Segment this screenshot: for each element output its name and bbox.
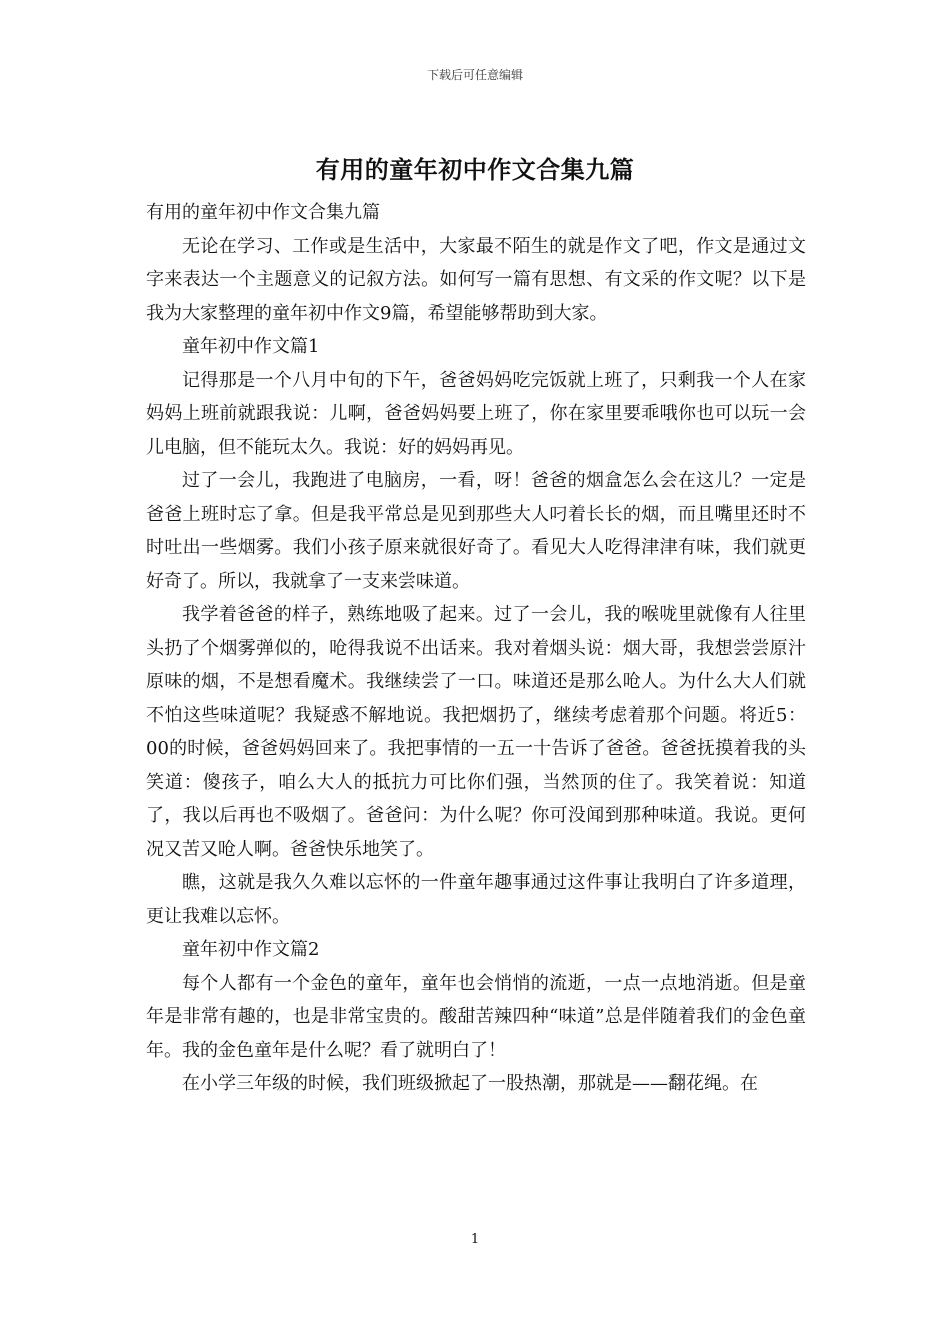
page-number: 1 [470,1232,480,1247]
document-body [146,196,806,1101]
subtitle-line: 有用的童年初中作文合集九篇 [146,202,380,223]
paragraph: 在小学三年级的时候，我们班级掀起了一股热潮，那就是——翻花绳。在 [182,1073,758,1094]
section-heading-1: 童年初中作文篇1 [182,336,320,357]
paragraph: 过了一会儿，我跑进了电脑房，一看，呀！爸爸的烟盒怎么会在这儿？一定是爸爸上班时忘了拿。但是我平常总是见到那些大人叼着长长的烟，而且嘴里还时不时吐出一些烟雾。我们小孩子原来就很好奇了。看见大人吃得津津有味，我们就更好奇了。所以，我就拿了一支来尝味道。 [146,470,806,592]
section-heading-2: 童年初中作文篇2 [182,939,320,960]
paragraph: 每个人都有一个金色的童年，童年也会悄悄的流逝，一点一点地消逝。但是童年是非常有趣的，也是非常宝贵的。酸甜苦辣四种“味道”总是伴随着我们的金色童年。我的金色童年是什么呢？看了就明白了！ [146,972,806,1061]
paragraph: 瞧，这就是我久久难以忘怀的一件童年趣事通过这件事让我明白了许多道理，更让我难以忘怀。 [146,872,806,927]
document-title: 有用的童年初中作文合集九篇 [315,155,635,184]
header-note: 下载后可任意编辑 [426,68,523,82]
paragraph: 我学着爸爸的样子，熟练地吸了起来。过了一会儿，我的喉咙里就像有人往里头扔了个烟雾弹似的，呛得我说不出话来。我对着烟头说：烟大哥，我想尝尝原汁原味的烟，不是想看魔术。我继续尝了一口。味道还是那么呛人。为什么大人们就不怕这些味道呢？我疑惑不解地说。我把烟扔了，继续考虑着那个问题。将近5：00的时候，爸爸妈妈回来了。我把事情的一五一十告诉了爸爸。爸爸抚摸着我的头笑道：傻孩子，咱么大人的抵抗力可比你们强，当然顶的住了。我笑着说：知道了，我以后再也不吸烟了。爸爸问：为什么呢？你可没闻到那种味道。我说。更何况又苦又呛人啊。爸爸快乐地笑了。 [146,604,806,860]
paragraph: 记得那是一个八月中旬的下午，爸爸妈妈吃完饭就上班了，只剩我一个人在家妈妈上班前就跟我说：儿啊，爸爸妈妈要上班了，你在家里要乖哦你也可以玩一会儿电脑，但不能玩太久。我说：好的妈妈再见。 [146,369,806,458]
intro-paragraph: 无论在学习、工作或是生活中，大家最不陌生的就是作文了吧，作文是通过文字来表达一个主题意义的记叙方法。如何写一篇有思想、有文采的作文呢？以下是我为大家整理的童年初中作文9篇，希望能够帮助到大家。 [146,235,806,324]
